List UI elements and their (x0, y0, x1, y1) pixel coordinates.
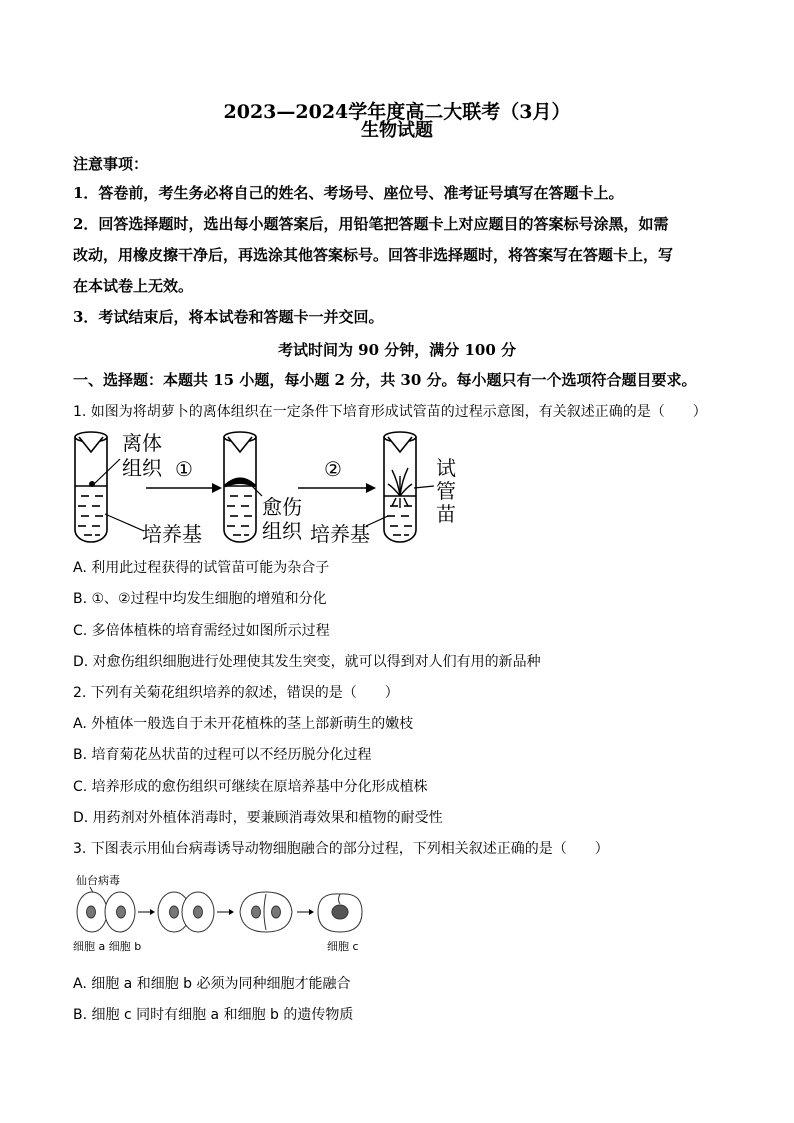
note-item-1: 1．答卷前，考生务必将自己的姓名、考场号、座位号、准考证号填写在答题卡上。 (73, 184, 624, 202)
question-3-option-b[interactable]: B. 细胞 c 同时有细胞 a 和细胞 b 的遗传物质 (73, 1007, 354, 1023)
question-1-option-d[interactable]: D. 对愈伤组织细胞进行处理使其发生突变，就可以得到对人们有用的新品种 (73, 654, 541, 670)
seedling-plant (388, 468, 412, 508)
label-medium-1: 培养基 (142, 522, 202, 546)
tissue-culture-figure (62, 428, 482, 550)
question-2-option-a[interactable]: A. 外植体一般选自于未开花植株的茎上部新萌生的嫩枝 (73, 716, 414, 732)
label-cell-c: 细胞 c (327, 940, 359, 953)
note-item-2-line-1: 2．回答选择题时，选出每小题答案后，用铅笔把答题卡上对应题目的答案标号涂黑，如需 (73, 215, 669, 233)
label-seedling-1: 试 (436, 456, 456, 480)
test-tube-1 (75, 432, 107, 542)
fusion-stage-3 (240, 892, 292, 932)
exam-subject: 生物试题 (361, 120, 433, 141)
label-tissue-2: 组织 (122, 456, 162, 480)
label-virus: 仙台病毒 (76, 874, 120, 887)
question-1-option-c[interactable]: C. 多倍体植株的培育需经过如图所示过程 (73, 623, 330, 639)
label-seedling-3: 苗 (436, 502, 456, 526)
fusion-stage-1 (77, 892, 135, 932)
exam-title: 2023—2024学年度高二大联考（3月） (223, 101, 571, 123)
label-medium-2: 培养基 (310, 522, 370, 546)
question-2-option-d[interactable]: D. 用药剂对外植体消毒时，要兼顾消毒效果和植物的耐受性 (73, 810, 443, 826)
note-item-2-line-2: 改动，用橡皮擦干净后，再选涂其他答案标号。回答非选择题时，将答案写在答题卡上，写 (73, 246, 674, 264)
question-2-stem: 2. 下列有关菊花组织培养的叙述，错误的是（ ） (73, 685, 399, 701)
section-heading: 一、选择题：本题共 15 小题，每小题 2 分，共 30 分。每小题只有一个选项符合题目要求。 (73, 371, 697, 389)
question-2-option-c[interactable]: C. 培养形成的愈伤组织可继续在原培养基中分化形成植株 (73, 779, 428, 795)
label-seedling-2: 管 (436, 479, 456, 503)
test-tube-2 (224, 432, 256, 542)
label-callus-2: 组织 (262, 519, 302, 543)
fused-cell-c (318, 894, 362, 932)
notes-heading: 注意事项： (73, 155, 149, 173)
question-1-option-a[interactable]: A. 利用此过程获得的试管苗可能为杂合子 (73, 560, 330, 576)
question-1-option-b[interactable]: B. ①、②过程中均发生细胞的增殖和分化 (73, 591, 327, 607)
label-cells-ab: 细胞 a 细胞 b (73, 940, 142, 953)
question-1-stem: 1. 如图为将胡萝卜的离体组织在一定条件下培育形成试管苗的过程示意图，有关叙述正确的是（ ） (73, 404, 707, 420)
question-3-option-a[interactable]: A. 细胞 a 和细胞 b 必须为同种细胞才能融合 (73, 976, 351, 992)
note-item-3: 3．考试结束后，将本试卷和答题卡一并交回。 (73, 308, 384, 326)
step-1-label: ① (175, 457, 193, 481)
note-item-2-line-3: 在本试卷上无效。 (73, 277, 194, 295)
cell-fusion-figure (70, 870, 370, 956)
exam-info: 考试时间为 90 分钟，满分 100 分 (277, 341, 517, 359)
label-callus-1: 愈伤 (262, 495, 302, 519)
fusion-stage-2 (158, 892, 214, 932)
question-2-option-b[interactable]: B. 培育菊花丛状苗的过程可以不经历脱分化过程 (73, 747, 372, 763)
question-3-stem: 3. 下图表示用仙台病毒诱导动物细胞融合的部分过程，下列相关叙述正确的是（ ） (73, 841, 609, 857)
label-tissue-1: 离体 (122, 431, 162, 455)
step-2-label: ② (324, 457, 342, 481)
